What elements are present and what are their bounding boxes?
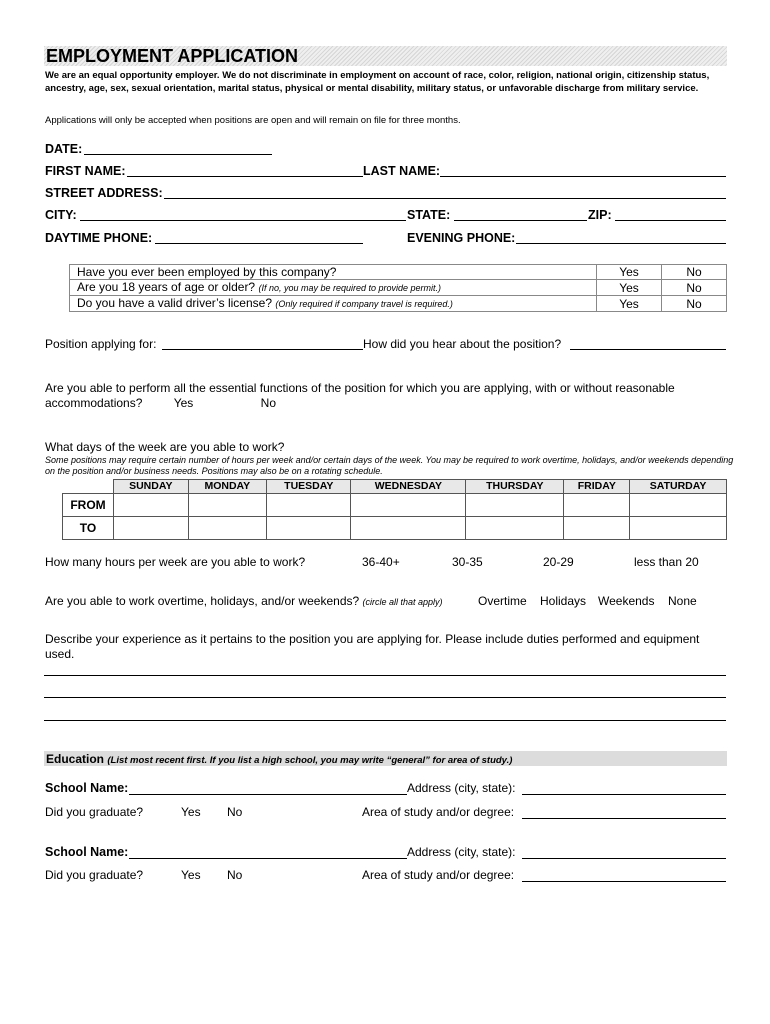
state-label: STATE: xyxy=(407,208,451,222)
time-cell[interactable] xyxy=(351,494,466,517)
overtime-note: (circle all that apply) xyxy=(362,597,443,607)
question-cell xyxy=(70,296,597,312)
question-text: Are you 18 years of age or older? xyxy=(77,280,256,294)
day-header: SUNDAY xyxy=(114,480,189,494)
daytime-phone-label: DAYTIME PHONE: xyxy=(45,231,153,245)
first-name-field[interactable] xyxy=(127,176,363,177)
availability-table xyxy=(62,479,727,540)
school-address-label: Address (city, state): xyxy=(407,845,516,859)
education-header xyxy=(46,752,512,766)
question-cell xyxy=(70,280,597,296)
file-note: Applications will only be accepted when positions are open and will remain on file for three months. xyxy=(45,115,461,126)
study-label: Area of study and/or degree: xyxy=(362,868,515,882)
eligibility-table xyxy=(69,264,727,312)
graduate-label: Did you graduate? xyxy=(45,805,144,819)
time-cell[interactable] xyxy=(267,494,351,517)
study-field[interactable] xyxy=(522,818,726,819)
overtime-option[interactable]: None xyxy=(668,594,697,608)
time-cell[interactable] xyxy=(564,517,630,540)
hours-option[interactable]: 20-29 xyxy=(543,555,574,569)
no-option[interactable]: No xyxy=(662,280,727,296)
hear-about-field[interactable] xyxy=(570,349,726,350)
overtime-option[interactable]: Holidays xyxy=(540,594,587,608)
from-label: FROM xyxy=(63,494,114,517)
evening-phone-label: EVENING PHONE: xyxy=(407,231,516,245)
yes-option[interactable]: Yes xyxy=(181,868,201,882)
no-option[interactable]: No xyxy=(260,396,276,410)
hours-option[interactable]: 30-35 xyxy=(452,555,483,569)
no-option[interactable]: No xyxy=(662,265,727,280)
experience-prompt: Describe your experience as it pertains to the position you are applying for. Please include duties performed and equipment used. xyxy=(45,632,700,661)
city-field[interactable] xyxy=(80,220,406,221)
no-option[interactable]: No xyxy=(662,296,727,312)
education-title: Education xyxy=(46,752,105,766)
time-cell[interactable] xyxy=(114,494,189,517)
school-name-label: School Name: xyxy=(45,845,129,859)
table-row xyxy=(63,517,727,540)
hours-option[interactable]: 36-40+ xyxy=(362,555,400,569)
state-field[interactable] xyxy=(454,220,587,221)
hours-option[interactable]: less than 20 xyxy=(634,555,699,569)
question-text: Have you ever been employed by this company? xyxy=(77,265,337,279)
table-row xyxy=(70,265,727,280)
time-cell[interactable] xyxy=(188,494,267,517)
school-name-label: School Name: xyxy=(45,781,129,795)
table-row xyxy=(70,280,727,296)
study-label: Area of study and/or degree: xyxy=(362,805,515,819)
overtime-question xyxy=(45,594,443,608)
daytime-phone-field[interactable] xyxy=(155,243,363,244)
overtime-option[interactable]: Weekends xyxy=(598,594,655,608)
work-days-note: Some positions may require certain number of hours per week and/or certain days of the week. You may be required to work overtime, holidays, and/or weekends depending on the position and/or business needs. Positions may also be on a rotating schedule. xyxy=(45,455,734,476)
school-address-field[interactable] xyxy=(522,794,726,795)
school-address-label: Address (city, state): xyxy=(407,781,516,795)
corner-cell xyxy=(63,480,114,494)
time-cell[interactable] xyxy=(267,517,351,540)
day-header: THURSDAY xyxy=(466,480,564,494)
date-label: DATE: xyxy=(45,142,83,156)
experience-line[interactable] xyxy=(44,720,726,721)
date-field[interactable] xyxy=(84,154,272,155)
time-cell[interactable] xyxy=(466,517,564,540)
yes-option[interactable]: Yes xyxy=(597,296,662,312)
yes-option[interactable]: Yes xyxy=(173,396,194,410)
school-name-field[interactable] xyxy=(129,858,407,859)
time-cell[interactable] xyxy=(630,494,727,517)
question-note: (If no, you may be required to provide permit.) xyxy=(258,283,442,293)
time-cell[interactable] xyxy=(351,517,466,540)
table-row xyxy=(70,296,727,312)
day-header: WEDNESDAY xyxy=(351,480,466,494)
education-note: (List most recent first. If you list a high school, you may write “general” for area of study.) xyxy=(107,755,513,766)
school-address-field[interactable] xyxy=(522,858,726,859)
position-label: Position applying for: xyxy=(45,337,157,351)
no-option[interactable]: No xyxy=(227,868,243,882)
work-days-question: What days of the week are you able to work? xyxy=(45,440,285,454)
overtime-question-text: Are you able to work overtime, holidays, and/or weekends? xyxy=(45,594,360,608)
hear-about-label: How did you hear about the position? xyxy=(363,337,562,351)
position-field[interactable] xyxy=(162,349,363,350)
yes-option[interactable]: Yes xyxy=(597,280,662,296)
day-header: TUESDAY xyxy=(267,480,351,494)
eeo-statement: We are an equal opportunity employer. We do not discriminate in employment on account of race, color, religion, national origin, citizenship status, ancestry, age, sex, sexual orientation, marital status, physical or mental disability, military status, or unfavorable discharge from military service. xyxy=(45,70,710,94)
street-label: STREET ADDRESS: xyxy=(45,186,163,200)
overtime-option[interactable]: Overtime xyxy=(478,594,527,608)
essential-functions-question xyxy=(45,381,735,411)
experience-line[interactable] xyxy=(44,697,726,698)
street-field[interactable] xyxy=(164,198,726,199)
city-label: CITY: xyxy=(45,208,77,222)
day-header: SATURDAY xyxy=(630,480,727,494)
table-row xyxy=(63,494,727,517)
school-name-field[interactable] xyxy=(129,794,407,795)
time-cell[interactable] xyxy=(188,517,267,540)
essential-functions-text: Are you able to perform all the essential functions of the position for which you are applying, with or without reasonable accommodations? xyxy=(45,381,675,410)
last-name-field[interactable] xyxy=(440,176,726,177)
time-cell[interactable] xyxy=(466,494,564,517)
to-label: TO xyxy=(63,517,114,540)
time-cell[interactable] xyxy=(114,517,189,540)
question-text: Do you have a valid driver’s license? xyxy=(77,296,272,310)
experience-line[interactable] xyxy=(44,675,726,676)
evening-phone-field[interactable] xyxy=(516,243,726,244)
page-title: EMPLOYMENT APPLICATION xyxy=(46,46,298,66)
day-header: FRIDAY xyxy=(564,480,630,494)
zip-label: ZIP: xyxy=(588,208,612,222)
last-name-label: LAST NAME: xyxy=(363,164,441,178)
yes-option[interactable]: Yes xyxy=(597,265,662,280)
time-cell[interactable] xyxy=(564,494,630,517)
hours-question: How many hours per week are you able to work? xyxy=(45,555,306,569)
no-option[interactable]: No xyxy=(227,805,243,819)
first-name-label: FIRST NAME: xyxy=(45,164,126,178)
table-header-row xyxy=(63,480,727,494)
day-header: MONDAY xyxy=(188,480,267,494)
yes-option[interactable]: Yes xyxy=(181,805,201,819)
zip-field[interactable] xyxy=(615,220,726,221)
study-field[interactable] xyxy=(522,881,726,882)
graduate-label: Did you graduate? xyxy=(45,868,144,882)
question-cell xyxy=(70,265,597,280)
time-cell[interactable] xyxy=(630,517,727,540)
question-note: (Only required if company travel is required.) xyxy=(275,299,453,309)
